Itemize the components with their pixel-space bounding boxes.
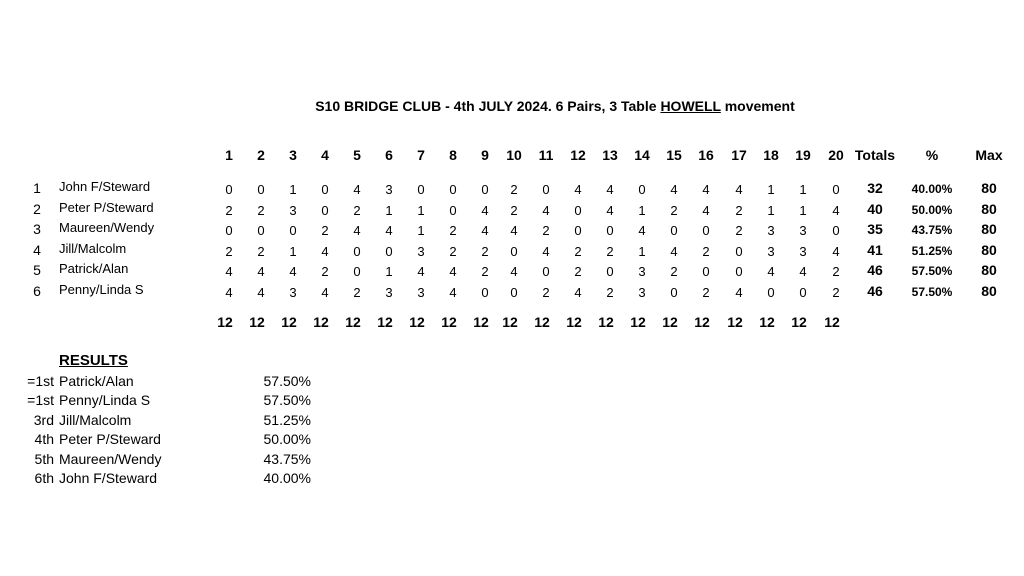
score-cell: 4 xyxy=(606,203,614,218)
score-cell: 2 xyxy=(832,264,840,279)
score-cell: 4 xyxy=(574,182,582,197)
score-cell: 1 xyxy=(417,203,425,218)
score-cell: 0 xyxy=(449,182,457,197)
score-cell: 0 xyxy=(257,223,265,238)
pair-name: Jill/Malcolm xyxy=(59,241,127,256)
score-cell: 0 xyxy=(574,223,582,238)
page-title xyxy=(0,98,1024,114)
pair-name: Patrick/Alan xyxy=(59,261,129,276)
board-total: 12 xyxy=(791,314,807,330)
score-cell: 4 xyxy=(257,264,265,279)
pair-max: 80 xyxy=(981,221,997,237)
pair-max: 80 xyxy=(981,201,997,217)
pair-number: 5 xyxy=(33,262,41,278)
score-cell: 1 xyxy=(289,244,297,259)
result-percent: 51.25% xyxy=(263,412,311,428)
board-total: 12 xyxy=(662,314,678,330)
score-cell: 2 xyxy=(574,264,582,279)
score-cell: 2 xyxy=(353,203,361,218)
score-cell: 0 xyxy=(670,223,678,238)
score-cell: 2 xyxy=(321,223,329,238)
score-cell: 0 xyxy=(574,203,582,218)
pair-percent: 51.25% xyxy=(911,244,953,258)
score-cell: 4 xyxy=(257,285,265,300)
pair-name: John F/Steward xyxy=(59,179,151,194)
board-header: 8 xyxy=(449,147,457,163)
score-cell: 0 xyxy=(225,223,233,238)
score-cell: 2 xyxy=(321,264,329,279)
pair-percent: 40.00% xyxy=(911,182,953,196)
score-cell: 0 xyxy=(257,182,265,197)
score-cell: 0 xyxy=(510,244,518,259)
score-cell: 0 xyxy=(702,264,710,279)
score-cell: 4 xyxy=(799,264,807,279)
score-cell: 3 xyxy=(385,285,393,300)
totals-header: Totals xyxy=(854,147,896,163)
result-position: =1st xyxy=(27,373,54,389)
score-cell: 0 xyxy=(832,223,840,238)
score-cell: 3 xyxy=(799,223,807,238)
score-cell: 4 xyxy=(670,182,678,197)
board-total: 12 xyxy=(566,314,582,330)
score-cell: 4 xyxy=(832,244,840,259)
result-pair-name: John F/Steward xyxy=(59,470,158,486)
score-cell: 2 xyxy=(832,285,840,300)
board-header: 4 xyxy=(321,147,329,163)
score-cell: 4 xyxy=(542,244,550,259)
score-cell: 3 xyxy=(385,182,393,197)
score-cell: 2 xyxy=(574,244,582,259)
score-cell: 0 xyxy=(417,182,425,197)
score-cell: 2 xyxy=(481,264,489,279)
board-total: 12 xyxy=(281,314,297,330)
score-cell: 0 xyxy=(481,182,489,197)
score-cell: 2 xyxy=(542,223,550,238)
pair-max: 80 xyxy=(981,283,997,299)
result-percent: 50.00% xyxy=(263,431,311,447)
pair-total: 40 xyxy=(867,201,883,217)
score-cell: 4 xyxy=(321,285,329,300)
board-total: 12 xyxy=(409,314,425,330)
board-header: 14 xyxy=(634,147,650,163)
board-total: 12 xyxy=(313,314,329,330)
board-total: 12 xyxy=(377,314,393,330)
board-total: 12 xyxy=(534,314,550,330)
results-heading: RESULTS xyxy=(59,352,128,369)
result-pair-name: Jill/Malcolm xyxy=(59,412,132,428)
score-cell: 0 xyxy=(735,264,743,279)
pair-max: 80 xyxy=(981,242,997,258)
board-header: 13 xyxy=(602,147,618,163)
board-total: 12 xyxy=(598,314,614,330)
title-suffix: movement xyxy=(720,98,795,114)
title-underlined: HOWELL xyxy=(660,98,721,114)
board-header: 9 xyxy=(481,147,489,163)
score-cell: 4 xyxy=(670,244,678,259)
score-cell: 4 xyxy=(481,203,489,218)
score-cell: 2 xyxy=(257,244,265,259)
score-cell: 4 xyxy=(702,182,710,197)
score-cell: 4 xyxy=(353,223,361,238)
score-cell: 1 xyxy=(385,203,393,218)
board-header: 10 xyxy=(506,147,522,163)
score-cell: 3 xyxy=(417,244,425,259)
board-total: 12 xyxy=(694,314,710,330)
score-cell: 2 xyxy=(606,244,614,259)
score-cell: 4 xyxy=(832,203,840,218)
score-cell: 2 xyxy=(225,203,233,218)
score-cell: 2 xyxy=(606,285,614,300)
pair-percent: 57.50% xyxy=(911,285,953,299)
result-pair-name: Patrick/Alan xyxy=(59,373,134,389)
board-header: 15 xyxy=(666,147,682,163)
result-percent: 40.00% xyxy=(263,470,311,486)
pair-max: 80 xyxy=(981,262,997,278)
pair-total: 41 xyxy=(867,242,883,258)
board-total: 12 xyxy=(824,314,840,330)
score-cell: 4 xyxy=(321,244,329,259)
score-cell: 4 xyxy=(574,285,582,300)
score-cell: 0 xyxy=(606,264,614,279)
score-cell: 0 xyxy=(542,182,550,197)
score-cell: 4 xyxy=(606,182,614,197)
score-cell: 4 xyxy=(385,223,393,238)
result-position: 5th xyxy=(34,451,54,467)
score-cell: 1 xyxy=(417,223,425,238)
board-total: 12 xyxy=(217,314,233,330)
score-cell: 2 xyxy=(225,244,233,259)
pair-number: 4 xyxy=(33,242,41,258)
result-percent: 57.50% xyxy=(263,392,311,408)
score-cell: 0 xyxy=(799,285,807,300)
result-pair-name: Peter P/Steward xyxy=(59,431,161,447)
score-cell: 4 xyxy=(767,264,775,279)
score-cell: 3 xyxy=(289,285,297,300)
score-cell: 2 xyxy=(510,182,518,197)
score-cell: 0 xyxy=(832,182,840,197)
score-cell: 4 xyxy=(225,285,233,300)
score-cell: 0 xyxy=(670,285,678,300)
result-percent: 43.75% xyxy=(263,451,311,467)
score-cell: 4 xyxy=(735,182,743,197)
percent-header: % xyxy=(925,147,939,163)
board-header: 17 xyxy=(731,147,747,163)
score-cell: 0 xyxy=(481,285,489,300)
result-position: 4th xyxy=(34,431,54,447)
score-cell: 1 xyxy=(799,203,807,218)
score-cell: 4 xyxy=(638,223,646,238)
score-cell: 3 xyxy=(289,203,297,218)
score-cell: 2 xyxy=(670,264,678,279)
score-cell: 4 xyxy=(702,203,710,218)
pair-number: 3 xyxy=(33,221,41,237)
score-cell: 4 xyxy=(735,285,743,300)
score-cell: 2 xyxy=(510,203,518,218)
board-header: 1 xyxy=(225,147,233,163)
score-cell: 1 xyxy=(638,244,646,259)
score-cell: 0 xyxy=(606,223,614,238)
score-cell: 0 xyxy=(638,182,646,197)
score-cell: 2 xyxy=(735,223,743,238)
score-cell: 4 xyxy=(353,182,361,197)
score-cell: 0 xyxy=(767,285,775,300)
score-cell: 2 xyxy=(481,244,489,259)
score-cell: 4 xyxy=(481,223,489,238)
pair-max: 80 xyxy=(981,180,997,196)
board-total: 12 xyxy=(502,314,518,330)
board-total: 12 xyxy=(759,314,775,330)
score-cell: 1 xyxy=(767,182,775,197)
score-cell: 0 xyxy=(510,285,518,300)
board-total: 12 xyxy=(630,314,646,330)
score-cell: 4 xyxy=(289,264,297,279)
pair-percent: 50.00% xyxy=(911,203,953,217)
board-total: 12 xyxy=(727,314,743,330)
score-cell: 1 xyxy=(767,203,775,218)
pair-percent: 57.50% xyxy=(911,264,953,278)
score-cell: 2 xyxy=(670,203,678,218)
pair-total: 46 xyxy=(867,262,883,278)
title-prefix: S10 BRIDGE CLUB - 4th JULY 2024. 6 Pairs, 3 Table xyxy=(315,98,661,114)
board-header: 3 xyxy=(289,147,297,163)
score-cell: 0 xyxy=(225,182,233,197)
board-header: 20 xyxy=(828,147,844,163)
score-cell: 4 xyxy=(449,285,457,300)
pair-total: 35 xyxy=(867,221,883,237)
result-position: 6th xyxy=(34,470,54,486)
board-total: 12 xyxy=(249,314,265,330)
score-cell: 0 xyxy=(321,182,329,197)
score-cell: 4 xyxy=(510,264,518,279)
score-cell: 0 xyxy=(702,223,710,238)
board-header: 2 xyxy=(257,147,265,163)
board-header: 16 xyxy=(698,147,714,163)
score-cell: 3 xyxy=(767,223,775,238)
board-header: 5 xyxy=(353,147,361,163)
score-cell: 0 xyxy=(449,203,457,218)
result-position: 3rd xyxy=(33,412,54,428)
board-header: 12 xyxy=(570,147,586,163)
board-header: 11 xyxy=(538,147,554,163)
score-cell: 0 xyxy=(321,203,329,218)
score-cell: 2 xyxy=(702,244,710,259)
pair-name: Peter P/Steward xyxy=(59,200,154,215)
score-cell: 1 xyxy=(638,203,646,218)
result-pair-name: Penny/Linda S xyxy=(59,392,151,408)
score-cell: 0 xyxy=(735,244,743,259)
pair-total: 46 xyxy=(867,283,883,299)
score-cell: 1 xyxy=(385,264,393,279)
score-cell: 4 xyxy=(510,223,518,238)
score-cell: 3 xyxy=(638,264,646,279)
board-total: 12 xyxy=(473,314,489,330)
score-cell: 0 xyxy=(385,244,393,259)
pair-number: 6 xyxy=(33,283,41,299)
score-cell: 2 xyxy=(735,203,743,218)
board-total: 12 xyxy=(441,314,457,330)
board-header: 6 xyxy=(385,147,393,163)
score-cell: 3 xyxy=(799,244,807,259)
score-cell: 4 xyxy=(542,203,550,218)
score-cell: 2 xyxy=(449,223,457,238)
max-header: Max xyxy=(975,147,1003,163)
score-cell: 2 xyxy=(702,285,710,300)
pair-percent: 43.75% xyxy=(911,223,953,237)
score-cell: 1 xyxy=(289,182,297,197)
score-cell: 0 xyxy=(542,264,550,279)
score-cell: 4 xyxy=(225,264,233,279)
result-pair-name: Maureen/Wendy xyxy=(59,451,162,467)
result-percent: 57.50% xyxy=(263,373,311,389)
score-cell: 2 xyxy=(353,285,361,300)
board-total: 12 xyxy=(345,314,361,330)
pair-number: 1 xyxy=(33,180,41,196)
score-cell: 0 xyxy=(289,223,297,238)
score-cell: 4 xyxy=(449,264,457,279)
score-cell: 0 xyxy=(353,244,361,259)
board-header: 18 xyxy=(763,147,779,163)
score-cell: 3 xyxy=(638,285,646,300)
board-header: 7 xyxy=(417,147,425,163)
pair-name: Penny/Linda S xyxy=(59,282,144,297)
score-cell: 4 xyxy=(417,264,425,279)
score-cell: 2 xyxy=(542,285,550,300)
score-cell: 2 xyxy=(257,203,265,218)
pair-total: 32 xyxy=(867,180,883,196)
score-cell: 3 xyxy=(417,285,425,300)
score-cell: 0 xyxy=(353,264,361,279)
pair-name: Maureen/Wendy xyxy=(59,220,155,235)
board-header: 19 xyxy=(795,147,811,163)
score-cell: 3 xyxy=(767,244,775,259)
pair-number: 2 xyxy=(33,201,41,217)
score-cell: 2 xyxy=(449,244,457,259)
score-cell: 1 xyxy=(799,182,807,197)
result-position: =1st xyxy=(27,392,54,408)
